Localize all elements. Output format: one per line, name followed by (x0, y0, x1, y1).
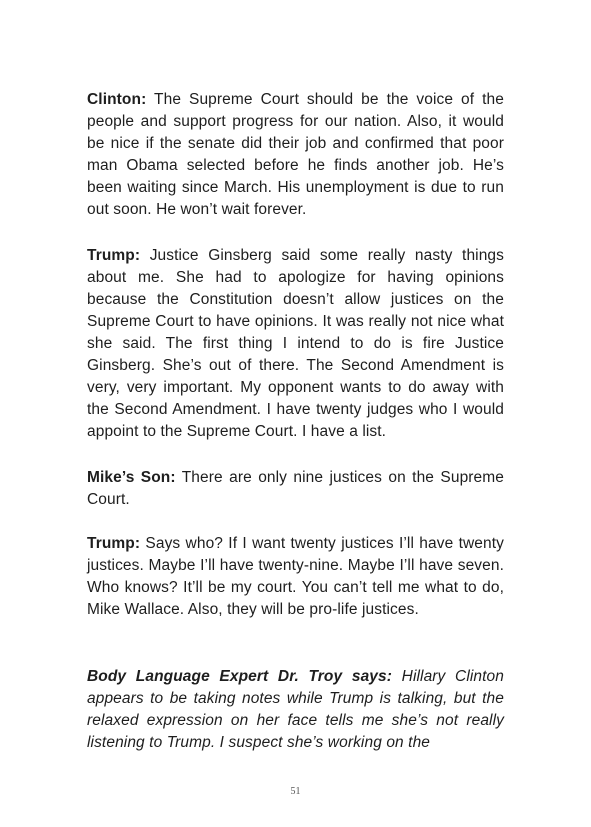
dialogue-paragraph-trump (87, 245, 504, 443)
dialogue-paragraph-trump-2 (87, 533, 504, 621)
speaker-name: Clinton: (87, 91, 147, 108)
speaker-name: Mike’s Son: (87, 469, 176, 486)
dialogue-paragraph-clinton (87, 89, 504, 221)
paragraph-text: The Supreme Court should be the voice of the people and support progress for our nation. Also, it would be nice if the senate did their job and confirmed that poor man Obama selected before he finds another job. He’s been waiting since March. His unemployment is due to run out soon. He won’t wait forever. (87, 91, 504, 218)
speaker-name: Body Language Expert Dr. Troy says: (87, 668, 393, 685)
speaker-name: Trump: (87, 535, 141, 552)
paragraph-text: Justice Ginsberg said some really nasty things about me. She had to apologize for having opinions because the Constitution doesn’t allow justices on the Supreme Court to have opinions. It was really not nice what she said. The first thing I intend to do is fire Justice Ginsberg. She’s out of there. The Second Amendment is very, very important. My opponent wants to do away with the Second Amendment. I have twenty judges who I would appoint to the Supreme Court. I have a list. (87, 247, 504, 440)
page-number: 51 (290, 786, 301, 797)
dialogue-paragraph-mikes-son (87, 467, 504, 511)
paragraph-text: Hillary Clinton appears to be taking notes while Trump is talking, but the relaxed expression on her face tells me she’s not really listening to Trump. I suspect she’s working on the (87, 668, 504, 751)
paragraph-text: Says who? If I want twenty justices I’ll have twenty justices. Maybe I’ll have twenty-nine. Maybe I’ll have seven. Who knows? It’ll be my court. You can’t tell me what to do, Mike Wallace. Also, they will be pro-life justices. (87, 535, 504, 618)
speaker-name: Trump: (87, 247, 141, 264)
paragraph-text: There are only nine justices on the Supreme Court. (87, 469, 505, 508)
dialogue-paragraph-body-language-expert (87, 666, 504, 754)
